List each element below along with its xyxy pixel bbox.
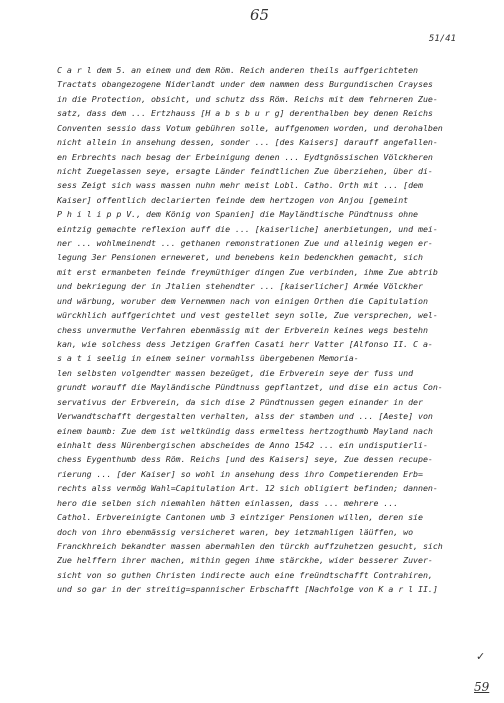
text-line: mit erst ermanbeten feinde freymüthiger dingen Zue verbinden, ihme Zue abtrib: [57, 266, 438, 277]
text-line: len selbsten volgendter massen bezeüget, die Erbverein seye der fuss und: [57, 367, 414, 378]
text-line: und so gar in der streitig=spannischer Erbschafft [Nachfolge von K a r l II.]: [57, 584, 438, 595]
text-line: legung 3er Pensionen erneweret, und benebens kein bedenckhen gemacht, sich: [57, 252, 423, 263]
text-line: sicht von so guthen Christen indirecte auch eine freündtschafft Contrahiren,: [57, 569, 433, 580]
text-line: eintzig gemachte reflexion auff die ... [kaiserliche] anerbietungen, und mei-: [57, 223, 438, 234]
text-line: doch von ihro ebenmässig versicheret waren, bey ietzmahligen läüffen, wo: [57, 526, 414, 537]
text-line: einhalt dess Nürenbergischen abscheides de Anno 1542 ... ein undisputierli-: [57, 439, 428, 450]
text-line: chess unvermuthe Verfahren ebenmässig mit der Erbverein keines wegs bestehn: [57, 324, 428, 335]
text-line: Zue helffern ihrer machen, mithin gegen ihme stärckhe, wider besserer Zuver-: [57, 555, 433, 566]
text-line: nicht allein in ansehung dessen, sonder ... [des Kaisers] darauff angefallen-: [57, 137, 438, 148]
text-line: würckhlich auffgerichtet und vest gestellet seyn solle, Zue versprechen, wel-: [57, 310, 438, 321]
handwritten-checkmark: ✓: [476, 650, 486, 663]
text-line: Conventen sessio dass Votum gebühren solle, auffgenomen worden, und derohalben: [57, 122, 443, 133]
text-line: C a r l dem 5. an einem und dem Röm. Reich anderen theils auffgerichteten: [57, 65, 418, 75]
text-line: Tractats obangezogene Niderlandt under dem nammen dess Burgundischen Crayses: [57, 79, 433, 90]
text-line: Cathol. Erbvereinigte Cantonen umb 3 eintziger Pensionen willen, deren sie: [57, 512, 423, 523]
text-line: sess Zeigt sich wass massen nuhn mehr meist Lobl. Catho. Orth mit ... [dem: [57, 180, 423, 191]
text-line: hero die selben sich niemahlen hätten einlassen, dass ... mehrere ...: [57, 497, 399, 508]
text-line: Franckhreich bekandter massen abermahlen den türckh auffzuhetzen gesucht, sich: [57, 540, 443, 551]
text-line: P h i l i p p V., dem König von Spanien] die Mayländtische Pündtnuss ohne: [57, 209, 418, 220]
text-line: und wärbung, woruber dem Vernemmen nach von einigen Orthen die Capitulation: [57, 295, 428, 306]
text-line: kan, wie solchess dess Jetzigen Graffen Casati herr Vatter [Alfonso II. C a-: [57, 339, 433, 350]
text-line: einem baumb: Zue dem ist weltkündig dass ermeltess hertzogthumb Mayland nach: [57, 425, 433, 436]
document-body: [57, 63, 477, 597]
text-line: rierung ... [der Kaiser] so wohl in ansehung dess ihro Competierenden Erb=: [57, 468, 423, 479]
text-line: servativus der Erbverein, da sich dise 2 Pündtnussen gegen einander in der: [57, 396, 423, 407]
text-line: rechts alss vermög Wahl=Capitulation Art. 12 sich obligiert befinden; dannen-: [57, 483, 438, 494]
text-line: satz, dass dem ... Ertzhauss [H a b s b u r g] derenthalben bey denen Reichs: [57, 108, 433, 119]
text-line: chess Eygenthumb dess Röm. Reichs [und des Kaisers] seye, Zue dessen recupe-: [57, 454, 433, 465]
text-line: Kaiser] offentlich declarierten feinde dem hertzogen von Anjou [gemeint: [57, 194, 409, 205]
text-line: Verwandtschafft dergestalten verhalten, alss der stamben und ... [Aeste] von: [57, 411, 433, 422]
text-line: en Erbrechts nach besag der Erbeinigung denen ... Eydtgnössischen Völckheren: [57, 151, 433, 162]
text-line: in die Protection, obsicht, und schutz dss Röm. Reichs mit dem fehrneren Zue-: [57, 93, 438, 104]
text-line: und bekriegung der in Jtalien stehendter ... [kaiserlicher] Armée Völckher: [57, 281, 423, 292]
page-reference: 51/41: [428, 34, 456, 44]
text-line: grundt worauff die Mayländische Pündtnuss gepflantzet, und dise ein actus Con-: [57, 382, 443, 393]
text-line: nicht Zuegelassen seye, ersagte Länder feindtlichen Zue überziehen, über di-: [57, 165, 433, 176]
handwritten-folio-number: 59: [474, 680, 490, 694]
handwritten-page-number: 65: [250, 6, 270, 24]
text-line: ner ... wohlmeinendt ... gethanen remonstrationen Zue und alleinig wegen er-: [57, 238, 433, 249]
text-line: s a t i seelig in einem seiner vormahlss übergebenen Memoria-: [57, 353, 359, 364]
